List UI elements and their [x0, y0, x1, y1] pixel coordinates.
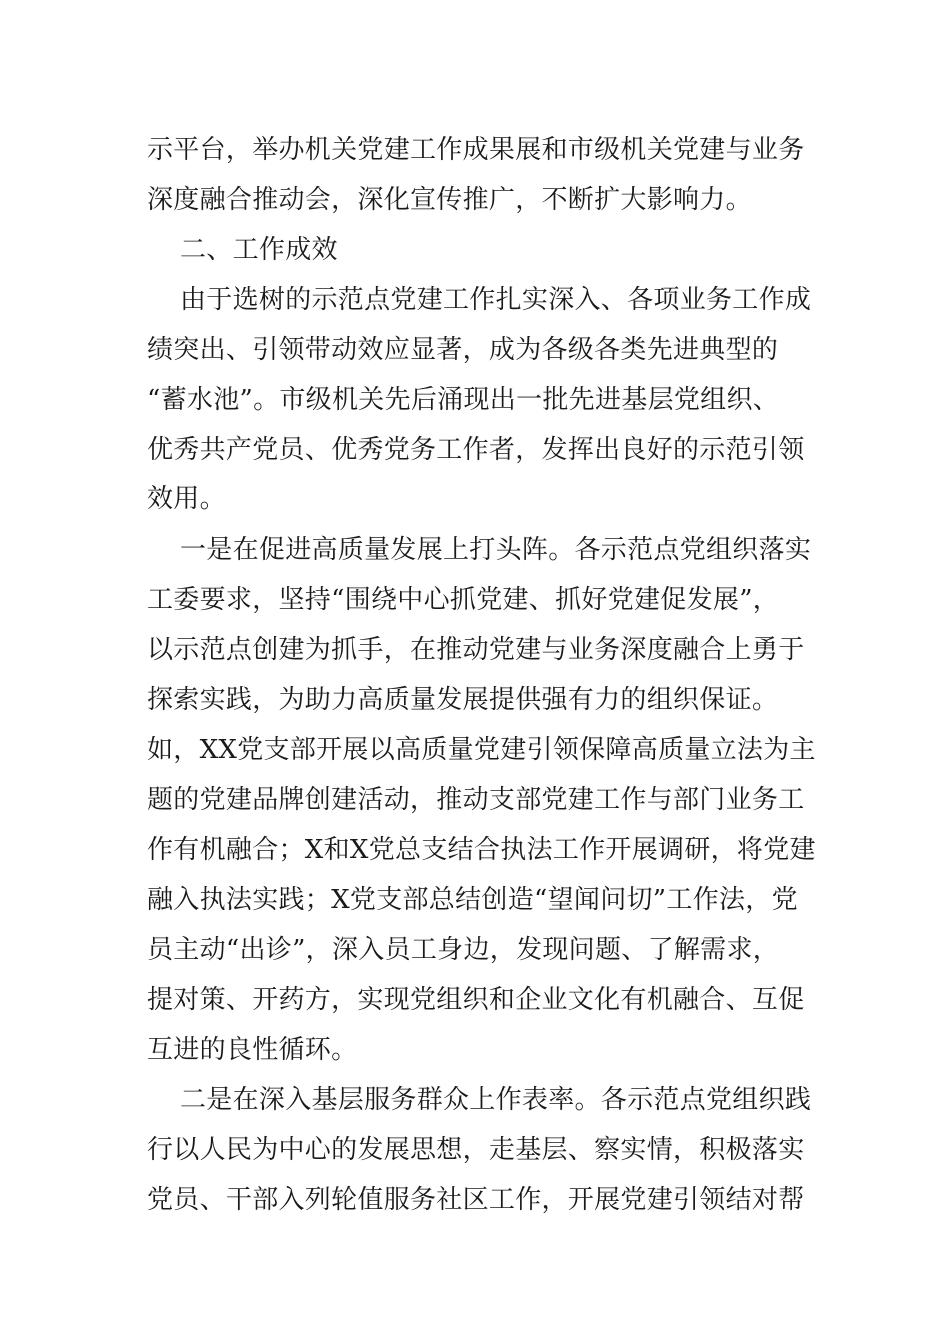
text-line: 党员、干部入列轮值服务社区工作，开展党建引领结对帮 — [147, 1185, 805, 1215]
text-line: 员主动“出诊”，深入员工身边，发现问题、了解需求， — [147, 935, 780, 965]
text-line: 优秀共产党员、优秀党务工作者，发挥出良好的示范引领 — [147, 435, 805, 465]
text-line: 探索实践，为助力高质量发展提供强有力的组织保证。 — [147, 685, 779, 715]
section-heading: 二、工作成效 — [180, 235, 338, 265]
text-line: 融入执法实践；X党支部总结创造“望闻问切”工作法，党 — [147, 885, 798, 915]
text-line: 作有机融合；X和X党总支结合执法工作开展调研，将党建 — [147, 835, 816, 865]
text-line: 示平台，举办机关党建工作成果展和市级机关党建与业务 — [147, 135, 805, 165]
text-line: “蓄水池”。市级机关先后涌现出一批先进基层党组织、 — [147, 385, 780, 415]
text-line: 一是在促进高质量发展上打头阵。各示范点党组织落实 — [180, 535, 812, 565]
text-line: 二是在深入基层服务群众上作表率。各示范点党组织践 — [180, 1085, 812, 1115]
text-line: 由于选树的示范点党建工作扎实深入、各项业务工作成 — [180, 285, 812, 315]
text-line: 互进的良性循环。 — [147, 1035, 358, 1065]
text-line: 如，XX党支部开展以高质量党建引领保障高质量立法为主 — [147, 735, 816, 765]
text-line: 工委要求，坚持“围绕中心抓党建、抓好党建促发展”， — [147, 585, 780, 615]
text-line: 题的党建品牌创建活动，推动支部党建工作与部门业务工 — [147, 785, 805, 815]
text-line: 提对策、开药方，实现党组织和企业文化有机融合、互促 — [147, 985, 805, 1015]
text-line: 效用。 — [147, 484, 226, 514]
text-line: 行以人民为中心的发展思想，走基层、察实情，积极落实 — [147, 1135, 805, 1165]
text-line: 深度融合推动会，深化宣传推广，不断扩大影响力。 — [147, 185, 752, 215]
text-line: 以示范点创建为抓手，在推动党建与业务深度融合上勇于 — [147, 635, 805, 665]
text-line: 绩突出、引领带动效应显著，成为各级各类先进典型的 — [147, 335, 779, 365]
